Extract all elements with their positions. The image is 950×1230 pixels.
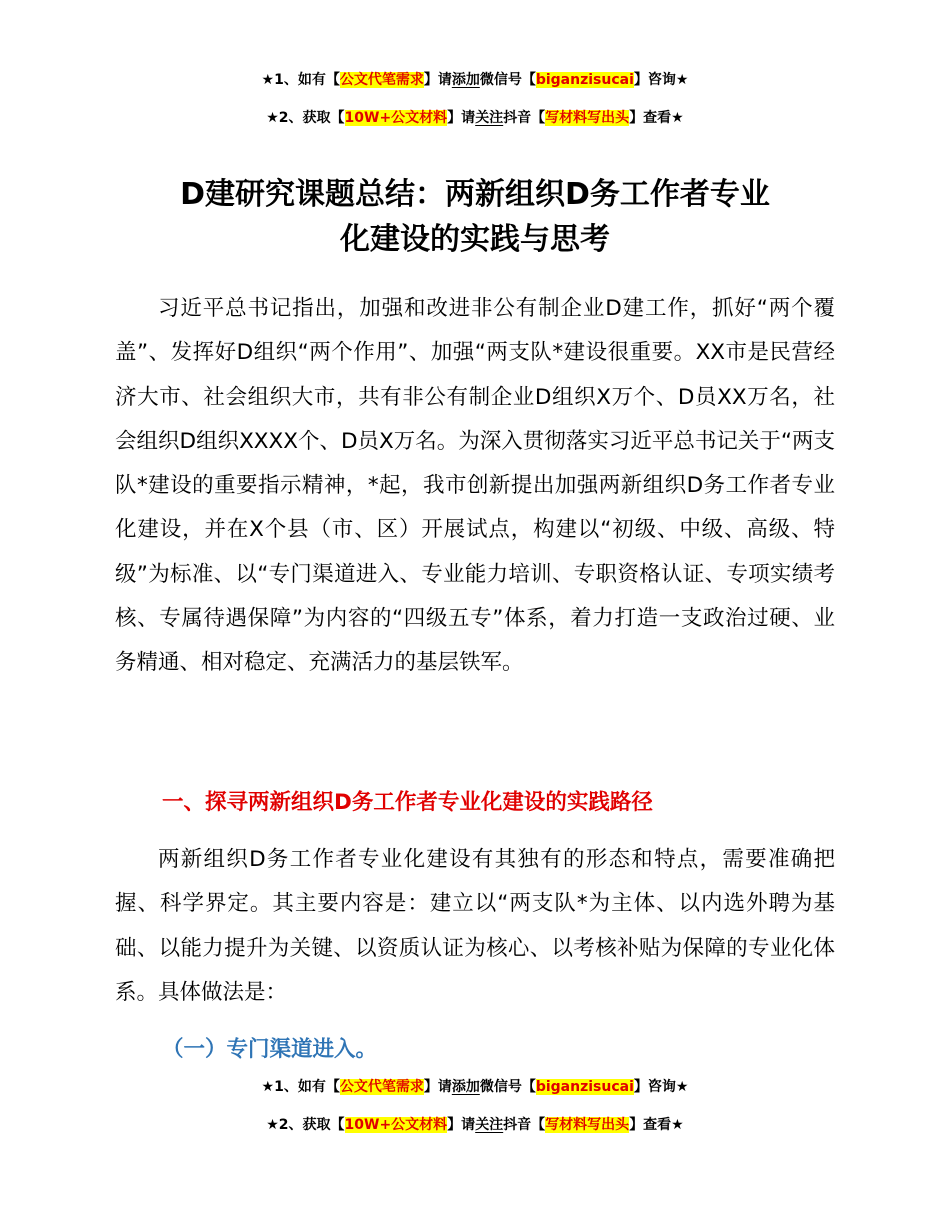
promo-line-2-mid-1: 】请 (447, 110, 476, 126)
document-title-line-2: 化建设的实践与思考 (340, 222, 610, 257)
promo-line-1-bottom-tag-1: 公文代笔需求 (339, 1079, 424, 1095)
promo-line-1-tag-2: biganzisucai (535, 72, 634, 88)
promo-line-2-emph: 关注 (475, 110, 504, 126)
promo-line-1-bottom-suffix: 】咨询★ (633, 1079, 689, 1095)
document-title (115, 172, 835, 262)
document-title-line-1: D建研究课题总结：两新组织D务工作者专业 (180, 177, 770, 212)
promo-line-2-bottom-emph: 关注 (475, 1117, 504, 1133)
promo-line-1-suffix: 】咨询★ (633, 72, 689, 88)
promo-line-2-tag-1: 10W+公文材料 (344, 110, 448, 126)
promo-line-2-bottom (0, 1115, 950, 1135)
promo-line-2-bottom-mid-2: 抖音【 (503, 1117, 546, 1133)
promo-line-2-mid-2: 抖音【 (503, 110, 546, 126)
promo-line-2-bottom-tag-1: 10W+公文材料 (344, 1117, 448, 1133)
promo-line-1-bottom (0, 1077, 950, 1097)
promo-line-1-mid-2: 微信号【 (479, 72, 536, 88)
promo-line-1-bottom-tag-2: biganzisucai (535, 1079, 634, 1095)
promo-line-1-bottom-emph: 添加 (451, 1079, 480, 1095)
promo-line-2-bottom-mid-1: 】请 (447, 1117, 476, 1133)
section-1-heading: 一、探寻两新组织D务工作者专业化建设的实践路径 (162, 790, 653, 815)
promo-line-1-bottom-prefix: ★1、如有【 (261, 1079, 340, 1095)
promo-line-1-prefix: ★1、如有【 (261, 72, 340, 88)
promo-line-1-emph: 添加 (451, 72, 480, 88)
promo-line-1 (0, 70, 950, 90)
intro-paragraph: 习近平总书记指出，加强和改进非公有制企业D建工作，抓好“两个覆盖”、发挥好D组织“两个作用”、加强“两支队*建设很重要。XX市是民营经济大市、社会组织大市，共有非公有制企业D组织X万个、D员XX万名，社会组织D组织XXXX个、D员X万名。为深入贯彻落实习近平总书记关于“两支队*建设的重要指示精神，*起，我市创新提出加强两新组织D务工作者专业化建设，并在X个县（市、区）开展试点，构建以“初级、中级、高级、特级”为标准、以“专门渠道进入、专业能力培训、专职资格认证、专项实绩考核、专属待遇保障”为内容的“四级五专”体系，着力打造一支政治过硬、业务精通、相对稳定、充满活力的基层铁军。 (115, 296, 835, 676)
promo-line-1-mid-1: 】请 (423, 72, 452, 88)
promo-line-2-suffix: 】查看★ (629, 110, 684, 126)
promo-line-2-prefix: ★2、获取【 (266, 110, 345, 126)
promo-line-1-bottom-mid-2: 微信号【 (479, 1079, 536, 1095)
promo-line-1-bottom-mid-1: 】请 (423, 1079, 452, 1095)
promo-line-2 (0, 108, 950, 128)
promo-line-2-bottom-suffix: 】查看★ (629, 1117, 684, 1133)
promo-line-2-bottom-prefix: ★2、获取【 (266, 1117, 345, 1133)
promo-line-2-tag-2: 写材料写出头 (545, 110, 630, 126)
promo-line-1-tag-1: 公文代笔需求 (339, 72, 424, 88)
section-1-paragraph: 两新组织D务工作者专业化建设有其独有的形态和特点，需要准确把握、科学界定。其主要内容是：建立以“两支队*为主体、以内选外聘为基础、以能力提升为关键、以资质认证为核心、以考核补贴为保障的专业化体系。具体做法是： (115, 847, 835, 1005)
subsection-1-heading: （一）专门渠道进入。 (162, 1037, 378, 1062)
promo-line-2-bottom-tag-2: 写材料写出头 (545, 1117, 630, 1133)
